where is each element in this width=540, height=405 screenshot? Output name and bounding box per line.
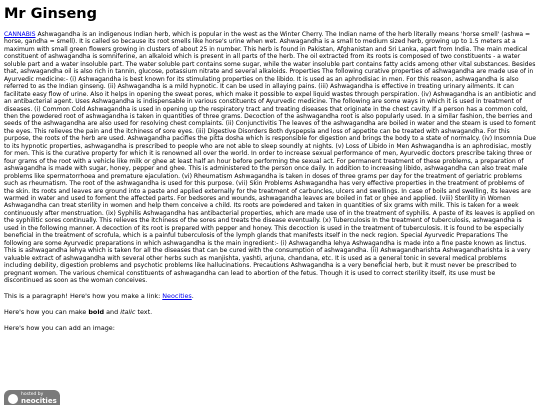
article-paragraph — [4, 31, 536, 284]
link-paragraph-text: This is a paragraph! Here's how you make a link: — [4, 292, 163, 301]
format-text-end: text. — [135, 308, 153, 317]
article-body: Ashwagandha is an indigenous Indian herb, which is popular in the west as the Winter Cherry. The Indian name of the herb literally means 'horse smell' (ashwa = horse, gandha = smell). It is called so because its root smells like horse's urine when wet. Ashwagandha is a small to medium sized herb, growing up to 1.5 meters at a maximum with small green flowers growing in clusters of about 25 in number. This herb is found in Pakistan, Afghanistan and Sri Lanka, apart from India. The main medical constituent of ashwagandha is somniferine, an alkaloid which is present in all parts of the herb. The oil extracted from its roots is composed of two constituents - a water soluble part and a water insoluble part. The water soluble part contains some sugar, while the water insoluble part contains fatty acids among other vital substances. Besides that, ashwagandha oil is also rich in tannin, glucose, potassium nitrate and several alkaloids. Properties The following curative properties of ashwagandha are made use of in Ayurvedic medicine:- (i) Ashwagandha is best known for its stimulating properties on the libido. It is used as an aphrodisiac in men. For this reason, ashwagandha is also referred to as the Indian ginseng. (ii) Ashwagandha is a mild hypnotic. It can be used in allaying pains. (iii) Ashwagandha is effective in treating urinary ailments. It can facilitate easy flow of urine. Also it helps in opening the sweat pores, which make it possible to expel liquid wastes through perspiration. (iv) Ashwagandha is an antibiotic and an antibacterial agent. Uses Ashwagandha is indispensable in various constituents of Ayurvedic medicine. The following are some ways in which it is used in treatment of diseases. (i) Common Cold Ashwagandha is used in opening up the respiratory tract and treating diseases that originate in the chest cavity. If a person has a common cold, then the powdered root of ashwagandha is taken in quantities of three grams. Decoction of the ashwagandha root is also popularly used. In a similar fashion, the berries and seeds of the ashwagandha are also used for resolving chest complaints. (ii) Conjunctivitis The leaves of the ashwagandha are boiled in water and the steam is used to foment the eyes. This relieves the pain and the itchiness of sore eyes. (iii) Digestive Disorders Both dyspepsia and loss of appetite can be treated with ashwagandha. For this purpose, the roots of the herb are used. Ashwagandha pacifies the pitta dosha which is responsible for digestion and brings the body to a state of normalcy. (iv) Insomnia Due to its hypnotic properties, ashwagandha is prescribed to people who are not able to sleep soundly at nights. (v) Loss of Libido in Men Ashwagandha is an aphrodisiac, mostly for men. This is the curative property for which it is renowned all over the world. In order to increase sexual performance of men, Ayurvedic doctors prescribe taking three or four grams of the root with a vehicle like milk or ghee at least half an hour before performing the sexual act. For permanent treatment of these problems, a preparation of ashwagandha is made with sugar, honey, pepper and ghee. This is administered to the person once daily. In addition to increasing libido, ashwagandha can also treat male problems like spermatorrhoea and premature ejaculation. (vi) Rheumatism Ashwagandha is taken in doses of three grams per day for the treatment of geriatric problems such as rheumatism. The root of the ashwagandha is used for this purpose. (vii) Skin Problems Ashwagandha has very effective properties in the treatment of problems of the skin. Its roots and leaves are ground into a paste and applied externally for the treatment of carbuncles, ulcers and swellings. In case of boils and swelling, its leaves are warmed in water and used to foment the affected parts. For bedsores and wounds, ashwagandha leaves are boiled in fat or ghee and applied. (viii) Sterility in Women Ashwagandha can treat sterility in women and help them conceive a child. Its roots are powdered and taken in quantities of six grams with milk. This is taken for a week continuously after menstruation. (ix) Syphilis Ashwagandha has antibacterial properties, which are made use of in the treatment of syphilis. A paste of its leaves is applied on the syphilitic sores continually. This relieves the itchiness of the sores and treats the disease eventually. (x) Tuberculosis In the treatment of tuberculosis, ashwagandha is used in the following manner. A decoction of its root is prepared with pepper and honey. This decoction is used in the treatment of tuberculosis. It is found to be especially beneficial in the treatment of scrofula, which is a painful tuberculosis of the lymph glands that manifests itself in the neck region. Special Ayurvedic Preparations The following are some Ayurvedic preparations in which ashwagandha is the main ingredient:- (i) Ashwagandha lehya Ashwagandha is made into a fine paste known as linctus. This is ashwagandha lehya which is taken for all the diseases that can be cured with the consumption of ashwagandha. (ii) Ashwagandharishta Ashwagandharishta is a very valuable extract of ashwagandha with several other herbs such as manjishta, yashti, arjuna, chandana, etc. It is used as a general tonic in several medical problems including debility, digestion problems and psychotic problems like hallucinations. Precautions Ashwagandha is a very beneficial herb, but it must never be prescribed to pregnant women. The various chemical constituents of ashwagandha can lead to abortion of the fetus. Though it is used to correct sterility itself, its use must be discontinued as soon as the woman conceives. — [4, 31, 536, 284]
badge-brand-text: neocities — [21, 397, 57, 405]
format-paragraph — [4, 308, 536, 316]
page-title: Mr Ginseng — [4, 6, 97, 22]
bold-text: bold — [88, 308, 105, 317]
cannabis-link[interactable]: CANNABIS — [4, 31, 36, 38]
format-text-middle: and — [104, 308, 121, 317]
neocities-cat-icon — [8, 394, 18, 404]
link-paragraph — [4, 292, 536, 300]
image-paragraph: Here's how you can add an image: — [4, 324, 115, 333]
neocities-link[interactable]: Neocities — [162, 292, 192, 301]
link-paragraph-end: . — [191, 292, 194, 301]
italic-text: italic — [120, 308, 136, 317]
neocities-badge-image — [4, 390, 60, 405]
badge-hosted-text: hosted by — [21, 392, 44, 397]
format-text-start: Here's how you can make — [4, 308, 89, 317]
